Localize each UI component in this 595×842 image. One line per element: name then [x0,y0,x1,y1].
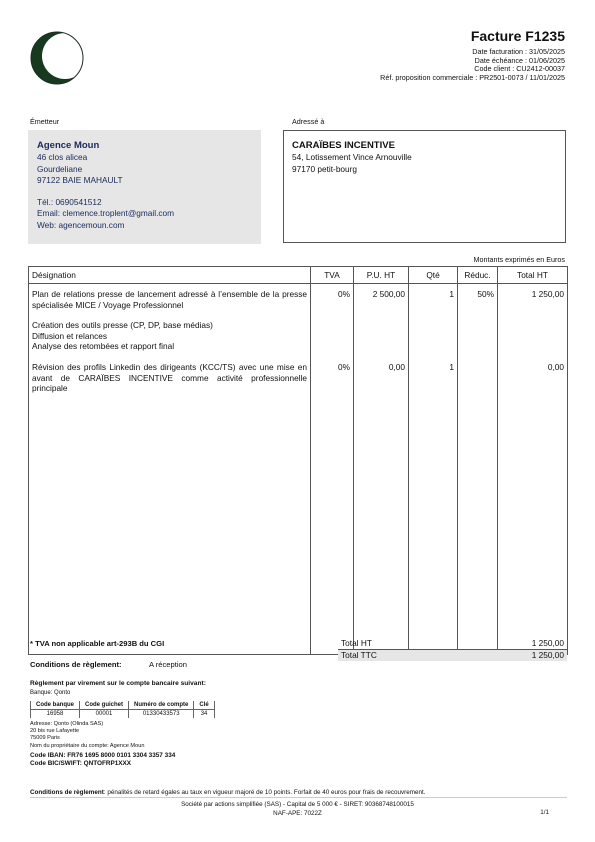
row-discount [458,357,498,399]
bank-address [30,721,144,750]
issuer-email[interactable]: Email: clemence.troplent@gmail.com [37,208,175,218]
issuer-address [37,152,174,231]
issuer-line: Gourdeliane [37,163,83,174]
col-designation: Désignation [29,267,311,284]
description-text: Analyse des retombées et rapport final [32,341,175,352]
issuer-line: 46 clos alicea [37,152,88,162]
filler-cell [409,399,458,655]
bank-value-row [31,710,215,719]
col-discount: Réduc. [458,267,498,284]
bank-details-table [30,701,215,718]
row-tva: 0% [311,357,354,399]
recipient-name: CARAÏBES INCENTIVE [292,140,395,151]
tva-note: * TVA non applicable art-293B du CGI [30,639,165,648]
description-spacer [32,310,307,320]
row-qty: 1 [409,284,458,357]
row-description [29,357,311,399]
recipient-line: 97170 petit-bourg [292,163,358,174]
issuer-name: Agence Moun [37,140,100,151]
description-text: Révision des profils Linkedin des dirigeants (KCC/TS) avec une mise en avant de CARAÏBES INCENTIVE comme activité professionnelle principale [32,361,307,394]
description-text: Création des outils presse (CP, DP, base médias) [32,320,213,331]
bank-code: 16958 [31,710,80,719]
footer-conditions [30,789,426,796]
bank-codes [30,752,175,768]
filler-cell [458,399,498,655]
col-unit-price: P.U. HT [354,267,409,284]
filler-cell [354,399,409,655]
recipient-label: Adressé à [292,117,325,126]
row-total: 1 250,00 [498,284,568,357]
filler-cell [29,399,311,655]
row-discount: 50% [458,284,498,357]
bank-col-header: Numéro de compte [129,701,194,710]
col-total-ht: Total HT [498,267,568,284]
footer-conditions-label: Conditions de règlement [30,789,104,796]
footer-divider [30,797,567,798]
footer-legal [0,800,595,818]
table-header-row [29,267,568,284]
payment-title: Règlement par virement sur le compte bancaire suivant: [30,680,206,687]
row-description [29,284,311,357]
filler-cell [498,399,568,655]
bic-code: Code BIC/SWIFT: QNTOFRP1XXX [30,760,132,767]
recipient-address [292,152,412,175]
row-unit-price: 2 500,00 [354,284,409,357]
table-filler-row [29,399,568,655]
invoice-date: Date facturation : 31/05/2025 [472,47,565,56]
bank-name: Banque: Qonto [30,690,71,696]
bank-address-line: Adresse: Qonto (Olinda SAS) [30,721,104,727]
issuer-line: 97122 BAIE MAHAULT [37,175,123,185]
invoice-meta [380,48,565,82]
col-tva: TVA [311,267,354,284]
recipient-line: 54, Lotissement Vince Arnouville [292,152,412,162]
proposal-ref: Réf. proposition commerciale : PR2501-0073 / 11/01/2025 [380,72,565,82]
issuer-phone: Tél.: 0690541512 [37,196,102,207]
issuer-web[interactable]: Web: agencemoun.com [37,219,125,230]
row-total: 0,00 [498,357,568,399]
col-qty: Qté [409,267,458,284]
bank-col-header: Code banque [31,701,80,710]
invoice-title: Facture F1235 [470,28,565,44]
description-text: Plan de relations presse de lancement adressé à l’ensemble de la presse spécialisée MICE / Voyage Professionnel [32,289,307,310]
iban-code: Code IBAN: FR76 1695 8000 0101 3304 3357 334 [30,752,176,759]
account-owner: Nom du propriétaire du compte: Agence Moun [30,742,145,749]
bank-address-line: 75009 Paris [30,735,60,742]
bank-col-header: Code guichet [80,701,129,710]
row-qty: 1 [409,357,458,399]
issuer-spacer [37,187,174,197]
page-number: 1/1 [540,809,549,816]
total-ht-value: 1 250,00 [531,638,564,648]
table-row [29,284,568,357]
conditions-value: A réception [149,660,187,669]
bank-address-line: 20 bis rue Lafayette [30,728,80,735]
row-tva: 0% [311,284,354,357]
client-code: Code client : CU2412-00037 [474,64,565,74]
bank-header-row [31,701,215,710]
total-ht-label: Total HT [341,638,372,648]
totals-block [338,638,567,661]
table-row [29,357,568,399]
naf-line: NAF-APE: 7022Z [273,810,322,817]
footer-conditions-text: : pénalités de retard égales au taux en vigueur majoré de 10 points. Forfait de 40 euros pour frais de recouvrement. [103,789,426,796]
due-date: Date échéance : 01/06/2025 [474,55,565,65]
legal-line: Société par actions simplifiée (SAS) - Capital de 5 000 € - SIRET: 90368748100015 [181,801,414,808]
total-ttc-value: 1 250,00 [531,650,564,660]
issuer-label: Émetteur [30,117,60,126]
items-table [28,266,568,655]
bank-col-header: Clé [194,701,214,710]
total-ttc-row [338,650,567,661]
agency-logo [30,31,84,85]
total-ht-row [338,638,567,649]
branch-code: 00001 [80,710,129,719]
total-ttc-label: Total TTC [341,650,377,660]
currency-note: Montants exprimés en Euros [473,255,565,264]
account-key: 34 [194,710,214,719]
description-text: Diffusion et relances [32,330,108,341]
account-number: 01330433573 [129,710,194,719]
filler-cell [311,399,354,655]
row-unit-price: 0,00 [354,357,409,399]
conditions-label: Conditions de règlement: [30,660,122,669]
